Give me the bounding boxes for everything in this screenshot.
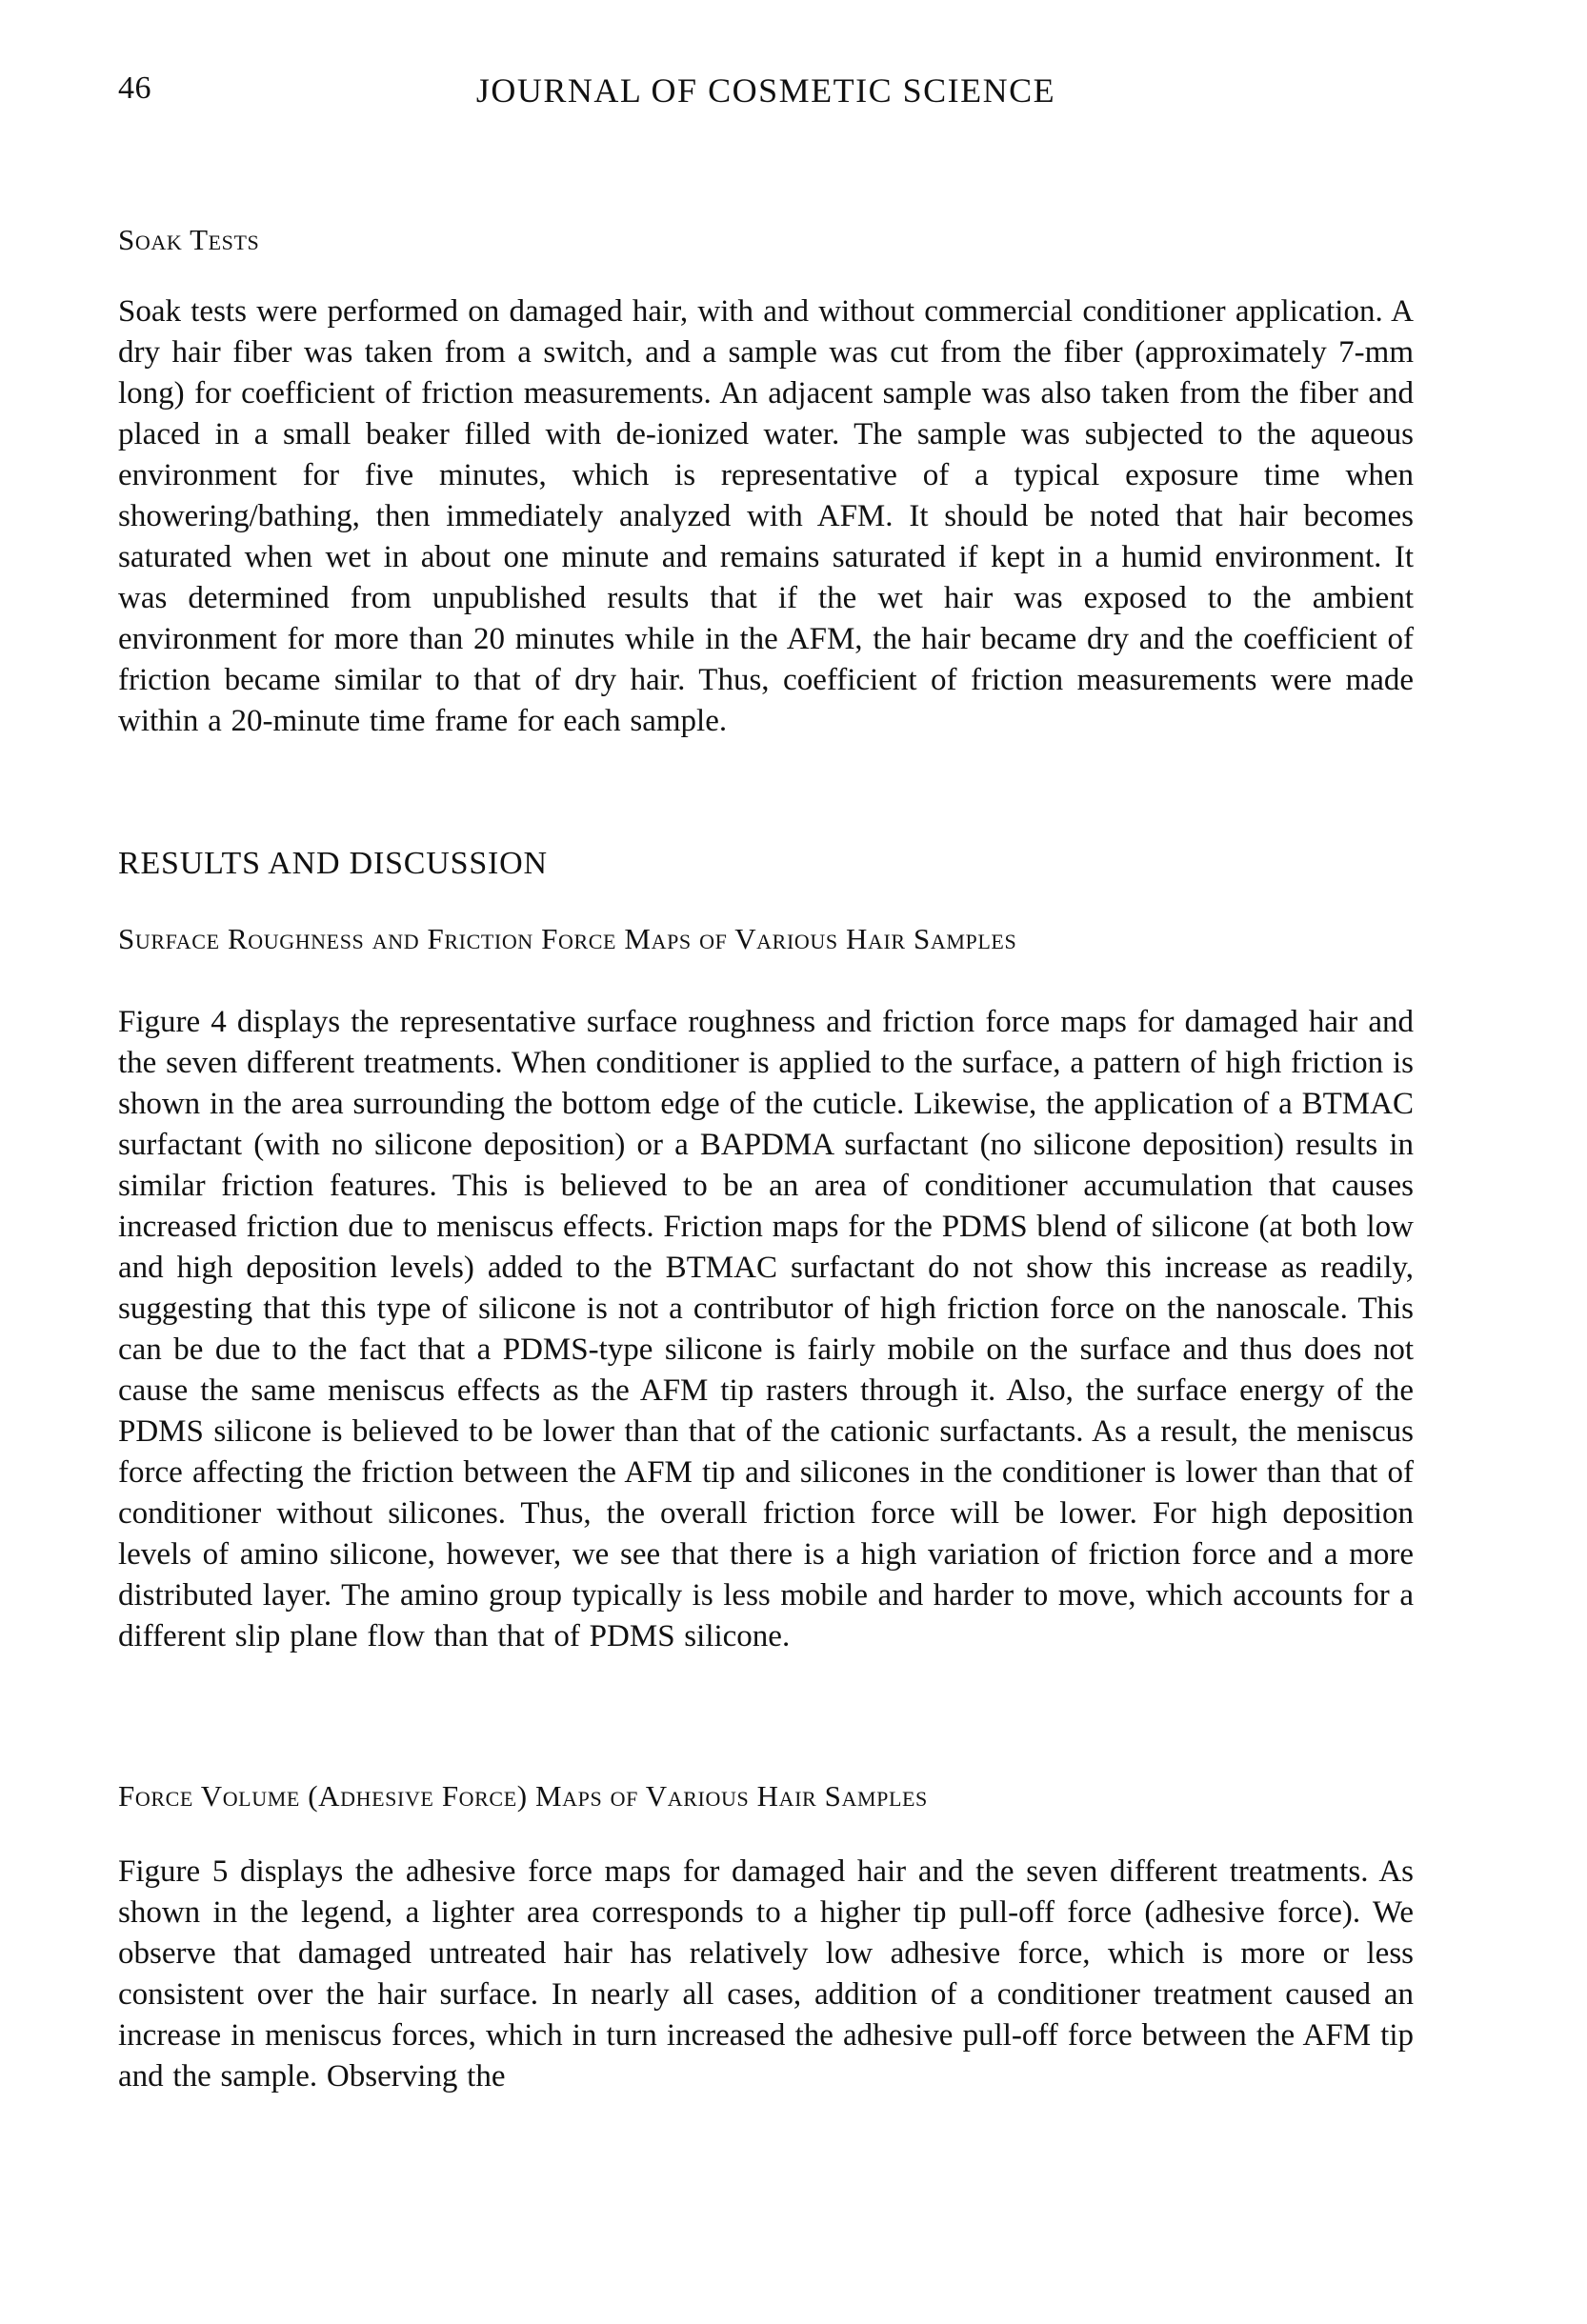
section-heading-soak-tests: Soak Tests — [118, 223, 260, 256]
journal-title: JOURNAL OF COSMETIC SCIENCE — [475, 71, 1056, 110]
section-heading-force-volume: Force Volume (Adhesive Force) Maps of Various Hair Samples — [118, 1779, 928, 1813]
section-heading-results-discussion: RESULTS AND DISCUSSION — [118, 846, 548, 881]
page-number: 46 — [118, 70, 151, 106]
section-heading-surface-roughness: Surface Roughness and Friction Force Maps of Various Hair Samples — [118, 922, 1017, 955]
paragraph-soak-tests: Soak tests were performed on damaged hair, with and without commercial conditioner application. A dry hair fiber was taken from a switch, and a sample was cut from the fiber (approximately 7-mm long) for coefficient of friction measurements. An adjacent sample was also taken from the fiber and placed in a small beaker filled with de-ionized water. The sample was subjected to the aqueous environment for five minutes, which is representative of a typical exposure time when showering/bathing, then immediately analyzed with AFM. It should be noted that hair becomes saturated when wet in about one minute and remains saturated if kept in a humid environment. It was determined from unpublished results that if the wet hair was exposed to the ambient environment for more than 20 minutes while in the AFM, the hair became dry and the coefficient of friction became similar to that of dry hair. Thus, coefficient of friction measurements were made within a 20-minute time frame for each sample. — [118, 294, 1414, 738]
paragraph-force-volume: Figure 5 displays the adhesive force maps for damaged hair and the seven different treatments. As shown in the legend, a lighter area corresponds to a higher tip pull-off force (adhesive force). We observe that damaged untreated hair has relatively low adhesive force, which is more or less consistent over the hair surface. In nearly all cases, addition of a conditioner treatment caused an increase in meniscus forces, which in turn increased the adhesive pull-off force between the AFM tip and the sample. Observing the — [118, 1854, 1414, 2094]
page-header — [118, 70, 1414, 118]
paragraph-surface-roughness: Figure 4 displays the representative surface roughness and friction force maps for damaged hair and the seven different treatments. When conditioner is applied to the surface, a pattern of high friction is shown in the area surrounding the bottom edge of the cuticle. Likewise, the application of a BTMAC surfactant (with no silicone deposition) or a BAPDMA surfactant (no silicone deposition) results in similar friction features. This is believed to be an area of conditioner accumulation that causes increased friction due to meniscus effects. Friction maps for the PDMS blend of silicone (at both low and high deposition levels) added to the BTMAC surfactant do not show this increase as readily, suggesting that this type of silicone is not a contributor of high friction force on the nanoscale. This can be due to the fact that a PDMS-type silicone is fairly mobile on the surface and thus does not cause the same meniscus effects as the AFM tip rasters through it. Also, the surface energy of the PDMS silicone is believed to be lower than that of the cationic surfactants. As a result, the meniscus force affecting the friction between the AFM tip and silicones in the conditioner is lower than that of conditioner without silicones. Thus, the overall friction force will be lower. For high deposition levels of amino silicone, however, we see that there is a high variation of friction force and a more distributed layer. The amino group typically is less mobile and harder to move, which accounts for a different slip plane flow than that of PDMS silicone. — [118, 1005, 1414, 1653]
